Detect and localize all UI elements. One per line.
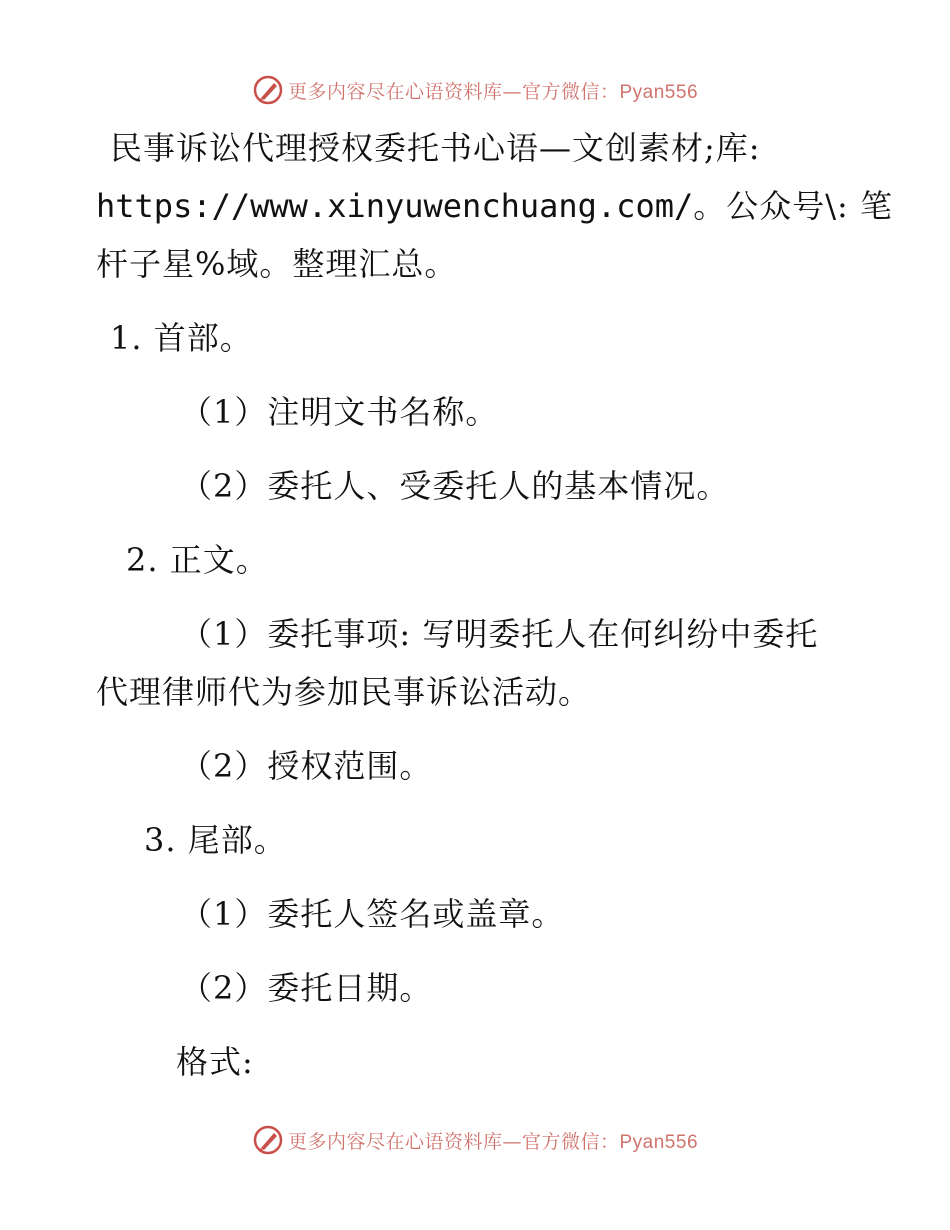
watermark-text: 更多内容尽在心语资料库—官方微信：Pyan556 — [287, 1130, 699, 1153]
format-label: 格式: — [176, 1043, 254, 1081]
watermark-banner-bottom — [0, 1120, 950, 1160]
intro-url: https://www.xinyuwenchuang.com/ — [96, 187, 694, 225]
intro-line-2-suffix: 。公众号\: 笔 — [693, 187, 893, 225]
pen-logo-icon — [252, 74, 284, 106]
section-heading-2: 2. 正文。 — [126, 541, 269, 579]
intro-line-1: 民事诉讼代理授权委托书心语—文创素材;库: — [110, 129, 761, 167]
section-1-item-1: （1）注明文书名称。 — [180, 393, 499, 431]
watermark-banner-top — [0, 70, 950, 110]
section-3-item-2: （2）委托日期。 — [180, 969, 433, 1007]
section-1-item-2: （2）委托人、受委托人的基本情况。 — [180, 467, 730, 505]
intro-line-2 — [96, 186, 893, 226]
pen-logo-icon — [252, 1124, 284, 1156]
section-2-item-1-cont: 代理律师代为参加民事诉讼活动。 — [96, 673, 592, 711]
section-heading-3: 3. 尾部。 — [144, 821, 287, 859]
section-3-item-1: （1）委托人签名或盖章。 — [180, 895, 565, 933]
section-2-item-2: （2）授权范围。 — [180, 747, 433, 785]
section-2-item-1: （1）委托事项: 写明委托人在何纠纷中委托 — [180, 615, 819, 653]
intro-line-3: 杆子星%域。整理汇总。 — [96, 245, 458, 283]
section-heading-1: 1. 首部。 — [110, 319, 253, 357]
watermark-text: 更多内容尽在心语资料库—官方微信：Pyan556 — [287, 80, 699, 103]
